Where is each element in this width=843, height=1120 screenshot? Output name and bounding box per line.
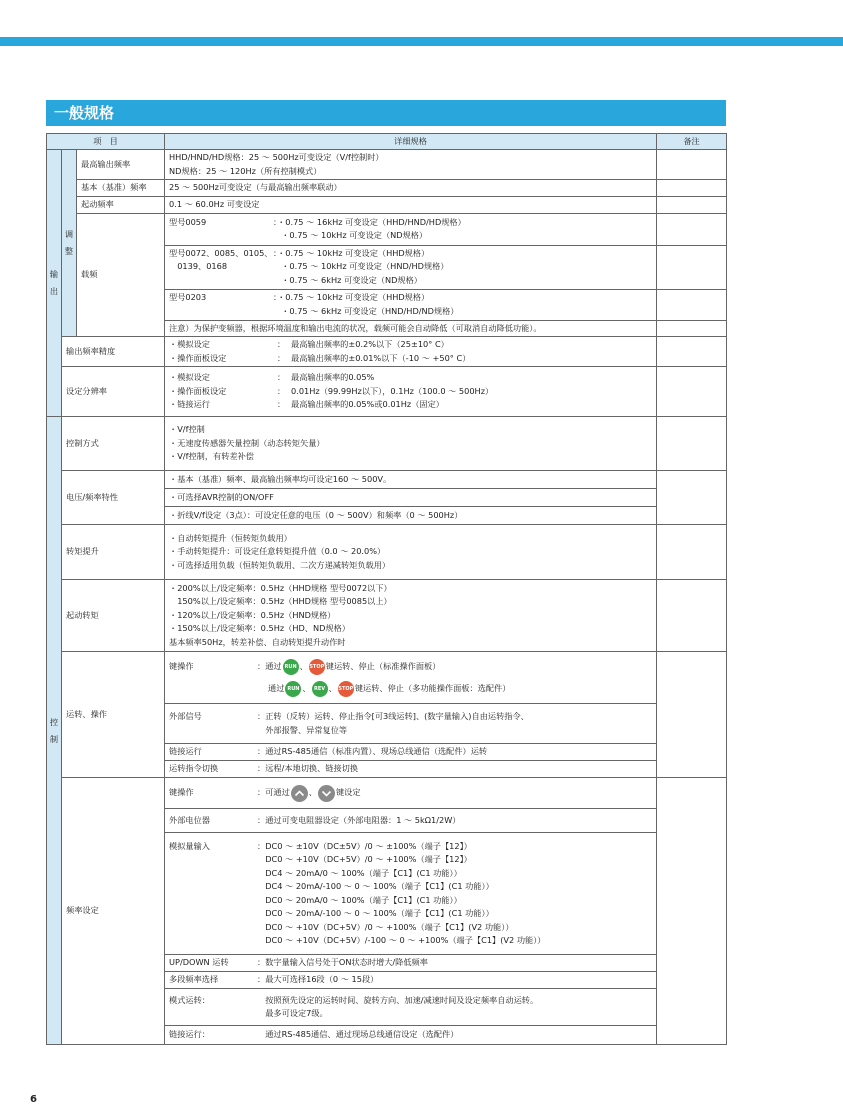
note-cell	[657, 525, 727, 580]
value-vf-1: ・基本（基准）频率、最高输出频率均可设定160 ～ 500V。	[165, 471, 657, 489]
carrier-note: 注意）为保护变频器，根据环境温度和输出电流的状况，载频可能会自动降低（可取消自动降低功能）。	[165, 320, 657, 337]
label-freq-set: 频率设定	[62, 778, 165, 1045]
value-accuracy: ・模拟设定 ： 最高输出频率的±0.2%以下（25±10° C） ・操作面板设定 ： 最高输出频率的±0.01%以下（-10 ～ +50° C）	[165, 337, 657, 367]
resolution-item-3-key: ・链接运行	[169, 399, 210, 410]
table-row	[47, 150, 727, 180]
resolution-item-3-value: 最高输出频率的0.05%或0.01Hz（固定）	[291, 399, 444, 410]
note-cell	[657, 180, 727, 197]
value-torque-boost: ・自动转矩提升（恒转矩负载用） ・手动转矩提升：可设定任意转矩提升值（0.0 ～ 20.0%） ・可选择适用负载（恒转矩负载用、二次方递减转矩负载用）	[165, 525, 657, 580]
carrier-model-3	[165, 289, 657, 320]
group-output	[47, 150, 62, 417]
operation-switch-label: 运转指令切换	[169, 763, 219, 774]
note-cell	[657, 580, 727, 652]
operation-ext-label: 外部信号	[169, 711, 202, 721]
label-start-freq: 起动频率	[77, 197, 165, 214]
note-cell	[657, 417, 727, 471]
value-vf-2: ・可选择AVR控制的ON/OFF	[165, 489, 657, 507]
header-detail: 详细规格	[165, 134, 657, 150]
value-start-torque: ・200%以上/设定频率：0.5Hz（HHD规格 型号0072以下） 150%以上/设定频率：0.5Hz（HHD规格 型号0085以上） ・120%以上/设定频率：0.5Hz（HND规格） ・150%以上/设定频率：0.5Hz（HD、ND规格） 基本频率50Hz，转差补偿、自动转矩提升动作时	[165, 580, 657, 652]
carrier-model-2	[165, 245, 657, 289]
note-cell	[657, 367, 727, 417]
value-start-freq: 0.1 ～ 60.0Hz 可变设定	[165, 197, 657, 214]
freq-key-prefix: ：可通过	[257, 787, 290, 798]
table-row	[47, 180, 727, 197]
down-arrow-key-icon	[318, 785, 335, 802]
page-number: 6	[30, 1094, 37, 1105]
table-row	[47, 213, 727, 245]
resolution-item-1-key: ・模拟设定	[169, 372, 210, 383]
header-note: 备注	[657, 134, 727, 150]
stop-key-icon: STOP	[338, 681, 354, 697]
value-operation-ext	[165, 704, 657, 744]
operation-switch-text: ：远程/本地切换、链接切换	[257, 763, 359, 774]
header-item: 项 目	[47, 134, 165, 150]
label-start-torque: 起动转矩	[62, 580, 165, 652]
label-base-freq: 基本（基准）频率	[77, 180, 165, 197]
note-cell	[657, 320, 727, 337]
label-resolution: 设定分辨率	[62, 367, 165, 417]
value-resolution: ・模拟设定 ： 最高输出频率的0.05% ・操作面板设定 ： 0.01Hz（99.99Hz以下），0.1Hz（100.0 ～ 500Hz） ・链接运行 ： 最高输出频率的0.05%或0.01Hz（固定）	[165, 367, 657, 417]
carrier-model-1-text: ：・0.75 ～ 16kHz 可变设定（HHD/HND/HD规格） ・0.75 ～ 10kHz 可变设定（ND规格）	[273, 216, 466, 240]
freq-link-text: 通过RS-485通信、通过现场总线通信设定（选配件）	[257, 1029, 459, 1040]
freq-multi-text: ：最大可选择16段（0 ～ 15段）	[257, 974, 379, 985]
value-vf-3: ・折线V/f设定（3点）：可设定任意的电压（0 ～ 500V）和频率（0 ～ 500Hz）	[165, 507, 657, 525]
table-header-row	[47, 134, 727, 150]
freq-analog-label: 模拟量输入	[169, 840, 210, 851]
freq-ext-text: ：通过可变电阻器设定（外部电阻器：1 ～ 5kΩ1/2W）	[257, 814, 461, 825]
value-operation-switch	[165, 761, 657, 778]
group-control	[47, 417, 62, 1045]
group-output-label: 输出	[49, 269, 59, 296]
carrier-model-2-label: 型号0072、0085、0105、 0139、0168	[169, 247, 273, 272]
freq-analog-text: ：DC0 ～ ±10V（DC±5V）/0 ～ ±100%（端子【12】） DC0 ～ +10V（DC+5V）/0 ～ +100%（端子【12】） DC4 ～ 20mA/0 ～ 100%（端子【C1】(C1 功能）） DC4 ～ 20mA/-100 ～ 0 ～ 100%（端子【C1】(C1 功能）） DC0 ～ 20mA/0 ～ 100%（端子【C1】(C1 功能）） DC0 ～ 20mA/-100 ～ 0 ～ 100%（端子【C1】(C1 功能）） DC0 ～ +10V（DC+5V）/0 ～ +100%（端子【C1】(V2 功能）） DC0 ～ +10V（DC+5V）/-100 ～ 0 ～ +100%（端子【C1】(V2 功能））	[257, 840, 546, 945]
freq-key-label: 键操作	[169, 787, 194, 798]
carrier-model-2-text: ：・0.75 ～ 10kHz 可变设定（HHD规格） ・0.75 ～ 10kHz 可变设定（HND/HD规格） ・0.75 ～ 6kHz 可变设定（ND规格）	[273, 247, 449, 285]
value-freq-analog	[165, 833, 657, 955]
label-vf: 电压/频率特性	[62, 471, 165, 525]
note-cell	[657, 652, 727, 778]
note-cell	[657, 197, 727, 214]
operation-key-prefix-2: 通过	[268, 682, 285, 693]
freq-multi-label: 多段频率选择	[169, 974, 219, 985]
freq-link-label: 链接运行：	[169, 1029, 210, 1040]
accuracy-item-1-key: ・模拟设定	[169, 339, 210, 349]
group-adjust	[62, 150, 77, 337]
table-row	[47, 197, 727, 214]
resolution-item-2-key: ・操作面板设定	[169, 385, 227, 396]
carrier-model-3-label: 型号0203	[169, 292, 207, 302]
accuracy-item-1-value: 最高输出频率的±0.2%以下（25±10° C）	[291, 339, 449, 349]
group-adjust-label: 调整	[64, 229, 74, 256]
carrier-model-1-label: 型号0059	[169, 216, 207, 227]
group-control-label: 控制	[49, 716, 59, 744]
freq-pattern-label: 模式运转：	[169, 994, 210, 1005]
value-base-freq: 25 ～ 500Hz可变设定（与最高输出频率联动）	[165, 180, 657, 197]
value-freq-updown	[165, 955, 657, 972]
section-title: 一般规格	[46, 100, 726, 126]
operation-key-prefix: ：通过	[257, 660, 282, 671]
operation-ext-text: ：正转（反转）运转、停止指令[可3线运转]、(数字量输入)自由运转指令、 外部报警、异常复位等	[257, 711, 529, 735]
note-cell	[657, 245, 727, 289]
table-row	[47, 778, 727, 809]
label-max-freq: 最高输出频率	[77, 150, 165, 180]
operation-key-text-2: 键运转、停止（多功能操作面板：选配件）	[354, 682, 511, 693]
label-carrier: 载频	[77, 213, 165, 337]
value-freq-multi	[165, 972, 657, 989]
label-control-method: 控制方式	[62, 417, 165, 471]
freq-updown-label: UP/DOWN 运转	[169, 957, 229, 968]
value-max-freq: HHD/HND/HD规格：25 ～ 500Hz可变设定（V/f控制时） ND规格：25 ～ 120Hz（所有控制模式）	[165, 150, 657, 180]
freq-key-suffix: 键设定	[335, 787, 361, 798]
note-cell	[657, 213, 727, 245]
table-row	[47, 471, 727, 489]
value-freq-link	[165, 1026, 657, 1045]
table-row	[47, 580, 727, 652]
label-operation: 运转、操作	[62, 652, 165, 778]
run-key-icon: RUN	[283, 659, 299, 675]
table-row	[47, 652, 727, 704]
freq-updown-text: ：数字量输入信号处于ON状态时增大/降低频率	[257, 957, 428, 968]
note-cell	[657, 471, 727, 525]
label-torque-boost: 转矩提升	[62, 525, 165, 580]
note-cell	[657, 150, 727, 180]
value-control-method: ・V/f控制 ・无速度传感器矢量控制（动态转矩矢量） ・V/f控制，有转差补偿	[165, 417, 657, 471]
top-accent-bar	[0, 37, 843, 46]
operation-link-label: 链接运行	[169, 746, 202, 757]
note-cell	[657, 778, 727, 1045]
value-operation-link	[165, 744, 657, 761]
note-cell	[657, 289, 727, 320]
up-arrow-key-icon	[291, 785, 308, 802]
table-row	[47, 417, 727, 471]
accuracy-item-2-key: ・操作面板设定	[169, 352, 227, 363]
freq-pattern-text: 按照预先设定的运转时间、旋转方向、加速/减速时间及设定频率自动运转。 最多可设定7级。	[265, 994, 539, 1018]
value-operation-key: 键操作 ：通过 RUN 、 STOP 键运转、停止（标准操作面板） 通过 RUN 、 REV 、 STOP 键运转、停止（多功能操作面板：选配件）	[165, 652, 657, 704]
resolution-item-2-value: 0.01Hz（99.99Hz以下），0.1Hz（100.0 ～ 500Hz）	[291, 385, 494, 396]
stop-key-icon: STOP	[309, 659, 325, 675]
table-row	[47, 525, 727, 580]
resolution-item-1-value: 最高输出频率的0.05%	[291, 372, 375, 383]
rev-key-icon: REV	[312, 681, 328, 697]
freq-ext-label: 外部电位器	[169, 814, 210, 825]
carrier-model-1	[165, 213, 657, 245]
note-cell	[657, 337, 727, 367]
value-freq-key: 键操作 ：可通过 、 键设定	[165, 778, 657, 809]
operation-link-text: ：通过RS-485通信（标准内置）、现场总线通信（选配件）运转	[257, 746, 488, 757]
value-freq-ext	[165, 809, 657, 833]
accuracy-item-2-value: 最高输出频率的±0.01%以下（-10 ～ +50° C）	[291, 352, 471, 363]
spec-table	[46, 133, 727, 1045]
operation-key-text-1: 键运转、停止（标准操作面板）	[325, 660, 441, 671]
run-key-icon: RUN	[285, 681, 301, 697]
table-row	[47, 367, 727, 417]
value-freq-pattern	[165, 989, 657, 1026]
carrier-model-3-text: ：・0.75 ～ 10kHz 可变设定（HHD规格） ・0.75 ～ 6kHz 可变设定（HND/HD/ND规格）	[273, 292, 459, 316]
table-row	[47, 337, 727, 367]
operation-key-label: 键操作	[169, 660, 194, 671]
label-accuracy: 输出频率精度	[62, 337, 165, 367]
